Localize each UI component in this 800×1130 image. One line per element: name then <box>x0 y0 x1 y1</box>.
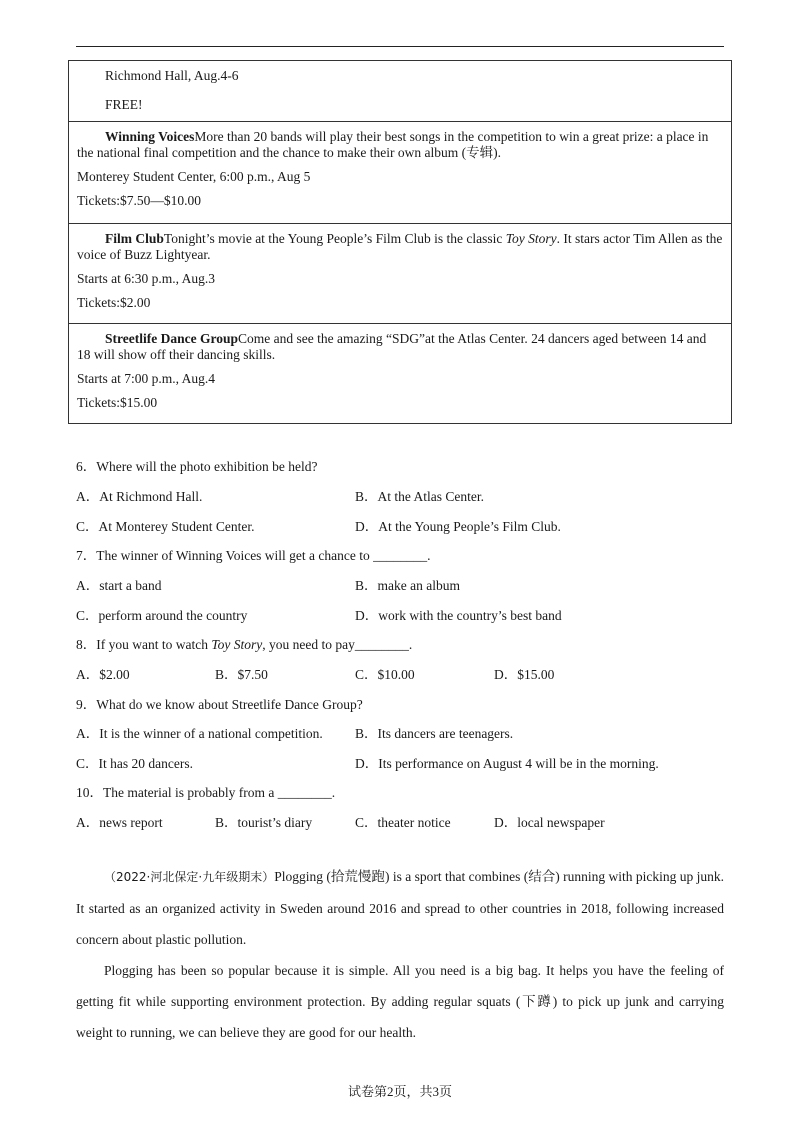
event-cell-winning-voices <box>69 121 731 223</box>
passage-paragraph: Plogging has been so popular because it is simple. All you need is a big bag. It helps you have the feeling of getting fit while supporting environment protection. By adding regular squats (下蹲) to pick up junk and carrying weight to running, we can believe they are good for our health. <box>76 963 724 1040</box>
question-stem: 9．What do we know about Streetlife Dance Group? <box>76 697 363 712</box>
option-d: D．$15.00 <box>494 667 555 682</box>
option-a: A．At Richmond Hall. <box>76 489 203 504</box>
event-tickets: Tickets:$15.00 <box>77 395 158 410</box>
reading-passage <box>76 861 724 1048</box>
question-stem: 8．If you want to watch Toy Story, you need to pay________. <box>76 637 413 652</box>
questions <box>76 455 736 835</box>
option-d: D．work with the country’s best band <box>355 608 562 623</box>
page-footer: 试卷第2页，共3页 <box>347 1084 452 1099</box>
option-c: C．At Monterey Student Center. <box>76 519 255 534</box>
option-d: D．At the Young People’s Film Club. <box>355 519 561 534</box>
option-a: A．It is the winner of a national competition. <box>76 726 323 741</box>
event-tickets: Tickets:$7.50—$10.00 <box>77 193 202 208</box>
event-cell-film-club <box>69 223 731 323</box>
option-b: B．$7.50 <box>215 667 268 682</box>
event-place: Richmond Hall, Aug.4-6 <box>105 68 239 83</box>
events-table <box>68 60 732 424</box>
source-tag: （2022·河北保定·九年级期末） <box>104 870 275 884</box>
option-b: B．At the Atlas Center. <box>355 489 484 504</box>
option-c: C．It has 20 dancers. <box>76 756 193 771</box>
option-c: C．$10.00 <box>355 667 415 682</box>
event-desc: Winning VoicesMore than 20 bands will play their best songs in the competition to win a great prize: a place in the national final competition and the chance to make their own album (专辑). <box>77 129 709 160</box>
question-stem: 6．Where will the photo exhibition be held? <box>76 459 318 474</box>
option-d: D．local newspaper <box>494 815 605 830</box>
passage-paragraph: （2022·河北保定·九年级期末）Plogging (拾荒慢跑) is a sport that combines (结合) running with picking up junk. It started as an organized activity in Sweden around 2016 and spread to other countries in 2018, following increased concern about plastic pollution. <box>76 869 724 947</box>
option-a: A．$2.00 <box>76 667 130 682</box>
event-desc: Film ClubTonight’s movie at the Young People’s Film Club is the classic Toy Story. It stars actor Tim Allen as the voice of Buzz Lightyear. <box>77 231 723 262</box>
option-a: A．start a band <box>76 578 162 593</box>
option-b: B．tourist’s diary <box>215 815 313 830</box>
option-a: A．news report <box>76 815 163 830</box>
question-stem: 10．The material is probably from a ________. <box>76 785 336 800</box>
event-tickets: Tickets:$2.00 <box>77 295 151 310</box>
event-cell-photo <box>69 61 731 121</box>
question-stem: 7．The winner of Winning Voices will get a chance to ________. <box>76 548 431 563</box>
header-rule <box>76 46 724 47</box>
event-title: Streetlife Dance Group <box>105 331 238 346</box>
option-b: B．make an album <box>355 578 460 593</box>
option-d: D．Its performance on August 4 will be in the morning. <box>355 756 659 771</box>
event-price: FREE! <box>105 97 143 112</box>
event-title: Film Club <box>105 231 164 246</box>
event-place: Monterey Student Center, 6:00 p.m., Aug 5 <box>77 169 311 184</box>
event-place: Starts at 7:00 p.m., Aug.4 <box>77 371 215 386</box>
option-b: B．Its dancers are teenagers. <box>355 726 514 741</box>
event-cell-streetlife <box>69 323 731 423</box>
event-desc: Streetlife Dance GroupCome and see the amazing “SDG”at the Atlas Center. 24 dancers aged between 14 and 18 will show off their dancing skills. <box>77 331 707 362</box>
event-place: Starts at 6:30 p.m., Aug.3 <box>77 271 215 286</box>
event-title: Winning Voices <box>105 129 195 144</box>
option-c: C．theater notice <box>355 815 451 830</box>
option-c: C．perform around the country <box>76 608 248 623</box>
